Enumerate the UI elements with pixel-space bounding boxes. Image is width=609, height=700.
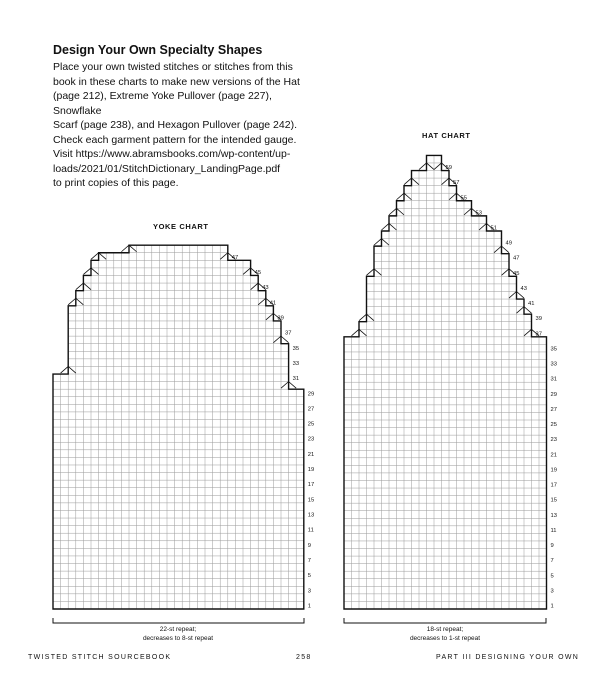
intro-heading: Design Your Own Specialty Shapes — [53, 43, 263, 57]
row-number: 41 — [269, 300, 277, 307]
row-number: 1 — [550, 603, 554, 610]
hat-caption — [370, 626, 520, 643]
row-number: 9 — [550, 543, 554, 550]
hat-repeat-bracket — [344, 618, 546, 623]
row-number: 27 — [307, 406, 315, 413]
footer-left: TWISTED STITCH SOURCEBOOK — [28, 654, 172, 661]
yoke-chart-grid — [53, 245, 304, 609]
row-number: 39 — [277, 315, 284, 322]
intro-line: Visit https://www.abramsbooks.com/wp-content/up- — [53, 148, 291, 160]
row-number: 57 — [453, 180, 460, 187]
row-number: 13 — [307, 512, 315, 519]
row-number: 23 — [550, 437, 557, 444]
intro-line: to print copies of this page. — [53, 177, 179, 189]
row-number: 41 — [528, 301, 535, 308]
row-number: 3 — [550, 588, 554, 595]
row-number: 47 — [513, 255, 520, 262]
row-number: 21 — [550, 452, 557, 459]
row-number: 27 — [550, 406, 557, 413]
row-number: 31 — [292, 376, 300, 383]
row-number: 29 — [307, 391, 315, 398]
row-number: 23 — [307, 436, 315, 443]
row-number: 43 — [262, 285, 269, 292]
row-number: 31 — [550, 376, 557, 383]
row-number: 13 — [550, 512, 557, 519]
row-number: 45 — [513, 270, 520, 277]
row-number: 7 — [307, 558, 312, 565]
footer-right: PART III DESIGNING YOUR OWN — [436, 654, 580, 661]
intro-line: Scarf (page 238), and Hexagon Pullover (page 242). — [53, 119, 297, 131]
row-number: 1 — [307, 603, 312, 610]
yoke-repeat-bracket — [53, 618, 304, 623]
intro-line: (page 212), Extreme Yoke Pullover (page 227), Snowflake — [53, 90, 272, 117]
row-number: 11 — [307, 527, 314, 534]
row-number: 35 — [292, 345, 300, 352]
row-number: 33 — [292, 360, 300, 367]
row-number: 43 — [520, 285, 527, 292]
intro-line: Place your own twisted stitches or stitches from this — [53, 61, 293, 73]
row-number: 25 — [307, 421, 315, 428]
row-number: 29 — [550, 391, 557, 398]
hat-chart-grid — [344, 155, 547, 609]
row-number: 35 — [550, 346, 557, 353]
row-number: 21 — [307, 451, 315, 458]
row-number: 37 — [535, 331, 542, 338]
page-number: 258 — [296, 654, 312, 661]
row-number: 49 — [505, 240, 512, 247]
row-number: 11 — [550, 527, 557, 534]
row-number: 33 — [550, 361, 557, 368]
yoke-caption-line2: decreases to 8-st repeat — [142, 634, 214, 642]
row-number: 47 — [231, 254, 239, 261]
row-number: 7 — [550, 558, 554, 565]
hat-caption-line1: 18-st repeat; — [426, 626, 464, 633]
intro-line: book in these charts to make new versions of the Hat — [53, 75, 300, 88]
row-number: 51 — [490, 225, 497, 232]
intro-line: loads/2021/01/StitchDictionary_LandingPage.pdf — [53, 162, 281, 175]
row-number: 17 — [550, 482, 557, 489]
row-number: 15 — [550, 497, 557, 504]
row-number: 39 — [535, 316, 542, 323]
row-number: 5 — [550, 573, 554, 580]
row-number: 17 — [307, 482, 315, 489]
yoke-caption-line1: 22-st repeat; — [159, 626, 197, 633]
row-number: 45 — [254, 269, 262, 276]
row-number: 19 — [550, 467, 557, 474]
hat-caption-line2: decreases to 1-st repeat — [409, 634, 481, 642]
hat-chart-title: HAT CHART — [422, 131, 471, 140]
row-number: 19 — [307, 467, 315, 474]
row-number: 59 — [445, 165, 452, 172]
yoke-caption — [103, 626, 253, 643]
row-number: 9 — [307, 542, 312, 549]
row-number: 25 — [550, 422, 557, 429]
row-number: 5 — [307, 573, 312, 580]
intro-line: Check each garment pattern for the intended gauge. — [53, 133, 297, 146]
row-number: 53 — [475, 210, 482, 217]
row-number: 15 — [307, 497, 315, 504]
yoke-chart-title: YOKE CHART — [153, 222, 209, 231]
row-number: 55 — [460, 195, 467, 202]
row-number: 3 — [307, 588, 312, 595]
row-number: 37 — [285, 330, 292, 337]
